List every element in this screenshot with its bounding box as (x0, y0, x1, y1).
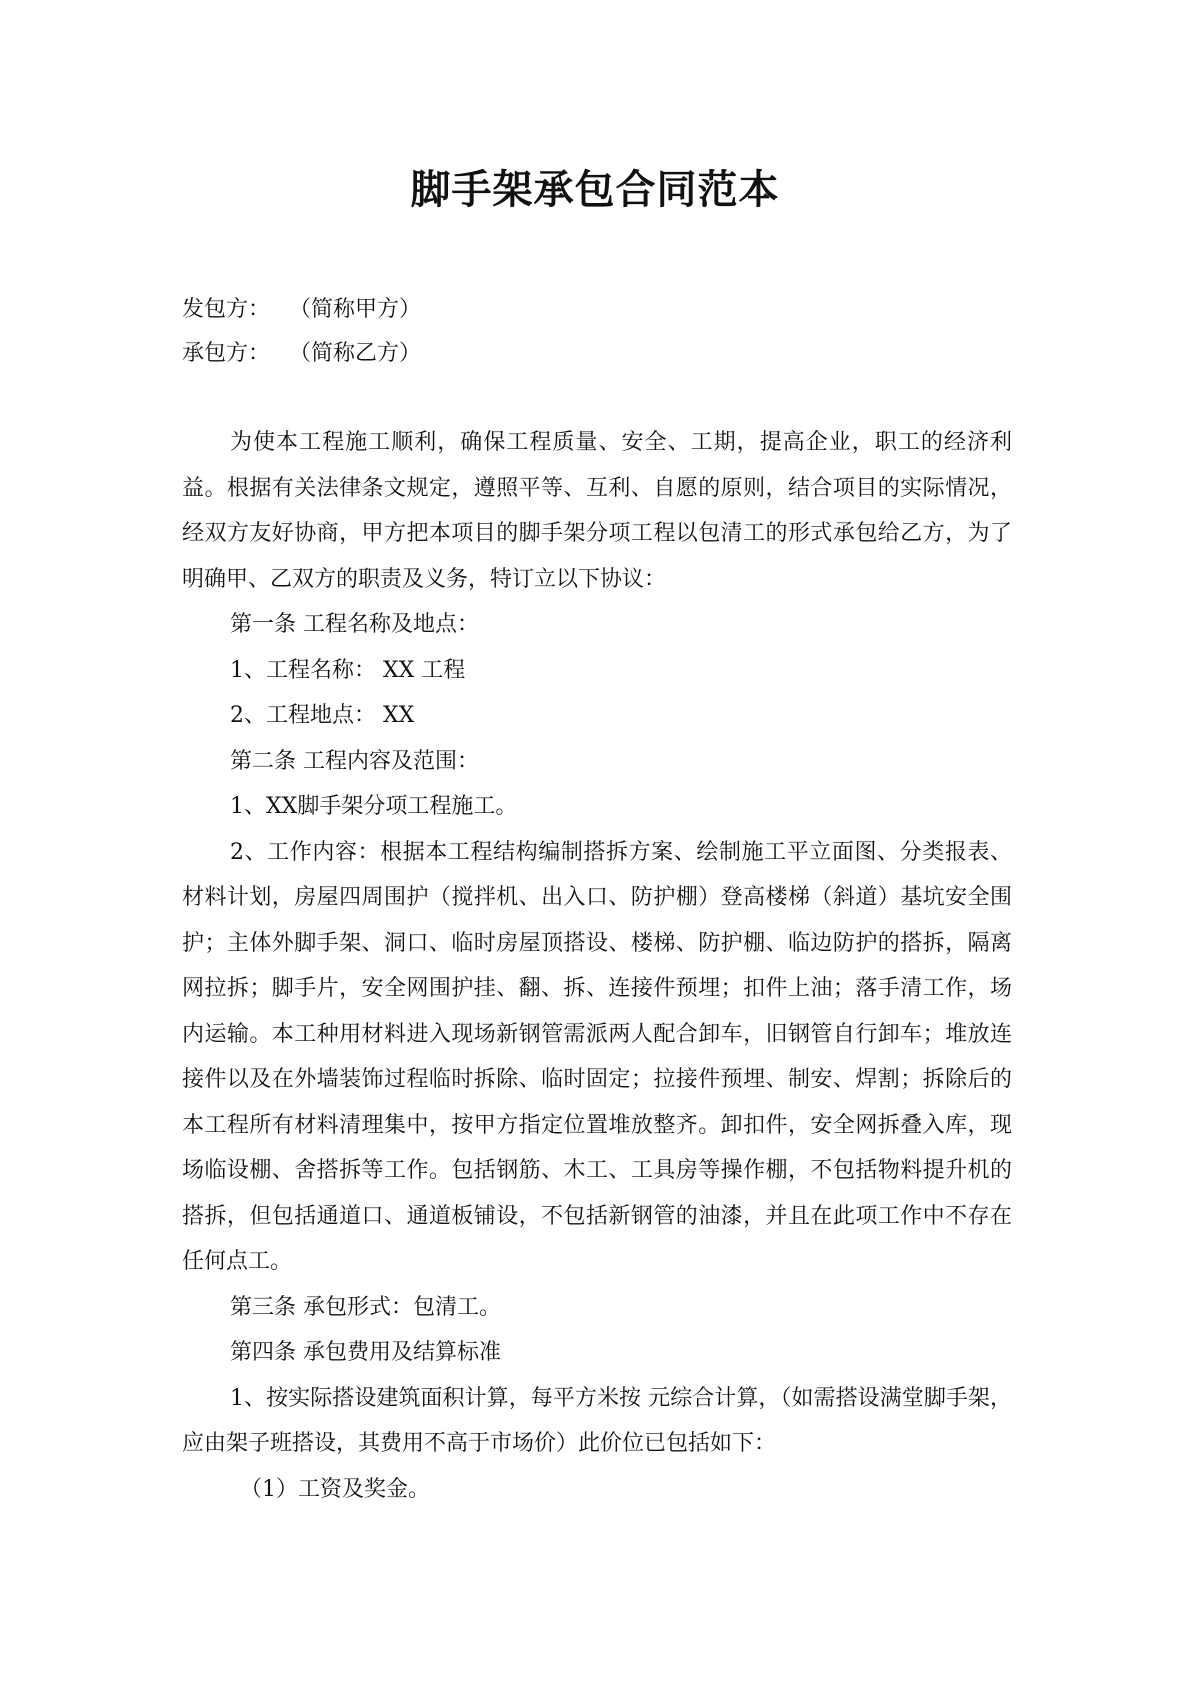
article-2-heading: 第二条 工程内容及范围： (230, 748, 479, 774)
employer-label: 发包方： (182, 297, 271, 322)
scope-item-2: 2、工作内容：根据本工程结构编制搭拆方案、绘制施工平立面图、分类报表、材料计划，房屋四周围护（搅拌机、出入口、防护棚）登高楼梯（斜道）基坑安全围护；主体外脚手架、洞口、临时房屋顶搭设、楼梯、防护棚、临边防护的搭拆，隔离网拉拆；脚手片，安全网围护挂、翻、拆、连接件预埋；扣件上油；落手清工作，场内运输。本工种用材料进入现场新钢管需派两人配合卸车，旧钢管自行卸车；堆放连接件以及在外墙装饰过程临时拆除、临时固定；拉接件预埋、制安、焊割；拆除后的本工程所有材料清理集中，按甲方指定位置堆放整齐。卸扣件，安全网拆叠入库，现场临设棚、舍搭拆等工作。包括钢筋、木工、工具房等操作棚，不包括物料提升机的搭拆，但包括通道口、通道板铺设，不包括新钢管的油漆，并且在此项工作中不存在任何点工。 (182, 839, 1012, 1274)
party-line-contractor (182, 332, 1012, 376)
article-3-heading: 第三条 承包形式：包清工。 (230, 1294, 501, 1320)
employer-value: （简称甲方） (300, 297, 422, 322)
intro-paragraph: 为使本工程施工顺利，确保工程质量、安全、工期，提高企业，职工的经济利益。根据有关法律条文规定，遵照平等、互利、自愿的原则，结合项目的实际情况，经双方友好协商，甲方把本项目的脚手架分项工程以包清工的形式承包给乙方，为了明确甲、乙双方的职责及义务，特订立以下协议： (182, 430, 1012, 592)
contractor-value: （简称乙方） (300, 341, 422, 366)
project-location-item: 2、工程地点： XX (230, 703, 415, 728)
scope-item-1: 1、XX脚手架分项工程施工。 (230, 794, 518, 819)
contractor-label: 承包方： (182, 341, 271, 366)
article-4-heading: 第四条 承包费用及结算标准 (230, 1340, 501, 1365)
article-1-heading: 第一条 工程名称及地点： (230, 612, 479, 637)
fee-subitem-1: （1）工资及奖金。 (240, 1476, 430, 1502)
party-block (182, 288, 1012, 376)
contract-body (182, 420, 1012, 1512)
project-name-item: 1、工程名称： XX 工程 (230, 657, 466, 683)
party-line-employer (182, 288, 1012, 332)
document-title: 脚手架承包合同范本 (410, 167, 780, 213)
fee-item-1: 1、按实际搭设建筑面积计算，每平方米按 元综合计算，（如需搭设满堂脚手架，应由架子班搭设，其费用不高于市场价）此价位已包括如下： (182, 1385, 1012, 1456)
